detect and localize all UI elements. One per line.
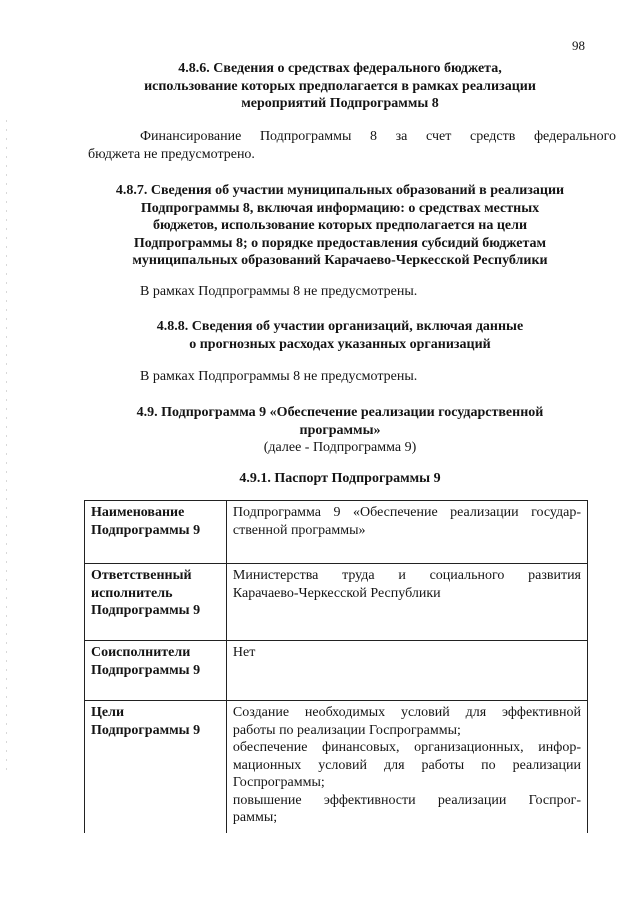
heading-line: 4.8.8. Сведения об участии организаций, включая данные — [156, 319, 524, 334]
row-value: Создание необходимых условий для эффективной работы по реализации Госпрограммы; обеспечение финансовых, организационных, инфор- мационных условий для работы по реализации Госпрограммы; повышение эффективности реализации Госпрог- раммы; — [226, 701, 587, 833]
row-label: Ответственный исполнитель Подпрограммы 9 — [85, 564, 227, 641]
paragraph-4-8-7: В рамках Подпрограммы 8 не предусмотрены. — [140, 284, 418, 299]
row-label: Наименование Подпрограммы 9 — [85, 501, 227, 564]
heading-4-9-1: 4.9.1. Паспорт Подпрограммы 9 — [239, 471, 441, 486]
row-value: Подпрограмма 9 «Обеспечение реализации государ- ственной программы» — [226, 501, 587, 564]
heading-line: о прогнозных расходах указанных организаций — [189, 336, 491, 352]
heading-line: Подпрограммы 8; о порядке предоставления субсидий бюджетам — [133, 235, 547, 251]
paragraph-4-8-6 — [88, 128, 616, 163]
heading-subtext: (далее - Подпрограмма 9) — [263, 440, 417, 455]
heading-line: бюджетов, использование которых предполагается на цели — [152, 218, 528, 233]
row-label: Соисполнители Подпрограммы 9 — [85, 641, 227, 701]
heading-line: использование которых предполагается в рамках реализации — [144, 78, 536, 94]
row-label: Цели Подпрограммы 9 — [85, 701, 227, 833]
row-value: Министерства труда и социального развития Карачаево-Черкесской Республики — [226, 564, 587, 641]
scan-edge-artifact — [6, 120, 7, 770]
heading-line: 4.9. Подпрограмма 9 «Обеспечение реализации государственной — [136, 405, 544, 420]
paragraph-line: Финансирование Подпрограммы 8 за счет средств федерального — [140, 129, 616, 144]
row-value: Нет — [226, 641, 587, 701]
heading-line: программы» — [299, 422, 381, 438]
heading-4-8-8 — [70, 318, 610, 353]
paragraph-4-8-8: В рамках Подпрограммы 8 не предусмотрены. — [140, 369, 418, 384]
heading-4-8-6 — [70, 60, 610, 113]
page-number: 98 — [572, 38, 585, 53]
table-row — [85, 564, 588, 641]
heading-4-9 — [70, 404, 610, 457]
passport-table — [84, 500, 588, 833]
paragraph-line: бюджета не предусмотрено. — [88, 146, 255, 162]
heading-line: 4.8.6. Сведения о средствах федерального бюджета, — [178, 61, 502, 76]
heading-line: Подпрограммы 8, включая информацию: о средствах местных — [140, 200, 540, 216]
heading-4-8-7 — [70, 182, 610, 270]
table-row — [85, 641, 588, 701]
heading-line: мероприятий Подпрограммы 8 — [241, 96, 439, 111]
table-row — [85, 501, 588, 564]
heading-line: муниципальных образований Карачаево-Черкесской Республики — [132, 253, 548, 268]
heading-line: 4.8.7. Сведения об участии муниципальных образований в реализации — [115, 183, 565, 198]
table-row — [85, 701, 588, 833]
